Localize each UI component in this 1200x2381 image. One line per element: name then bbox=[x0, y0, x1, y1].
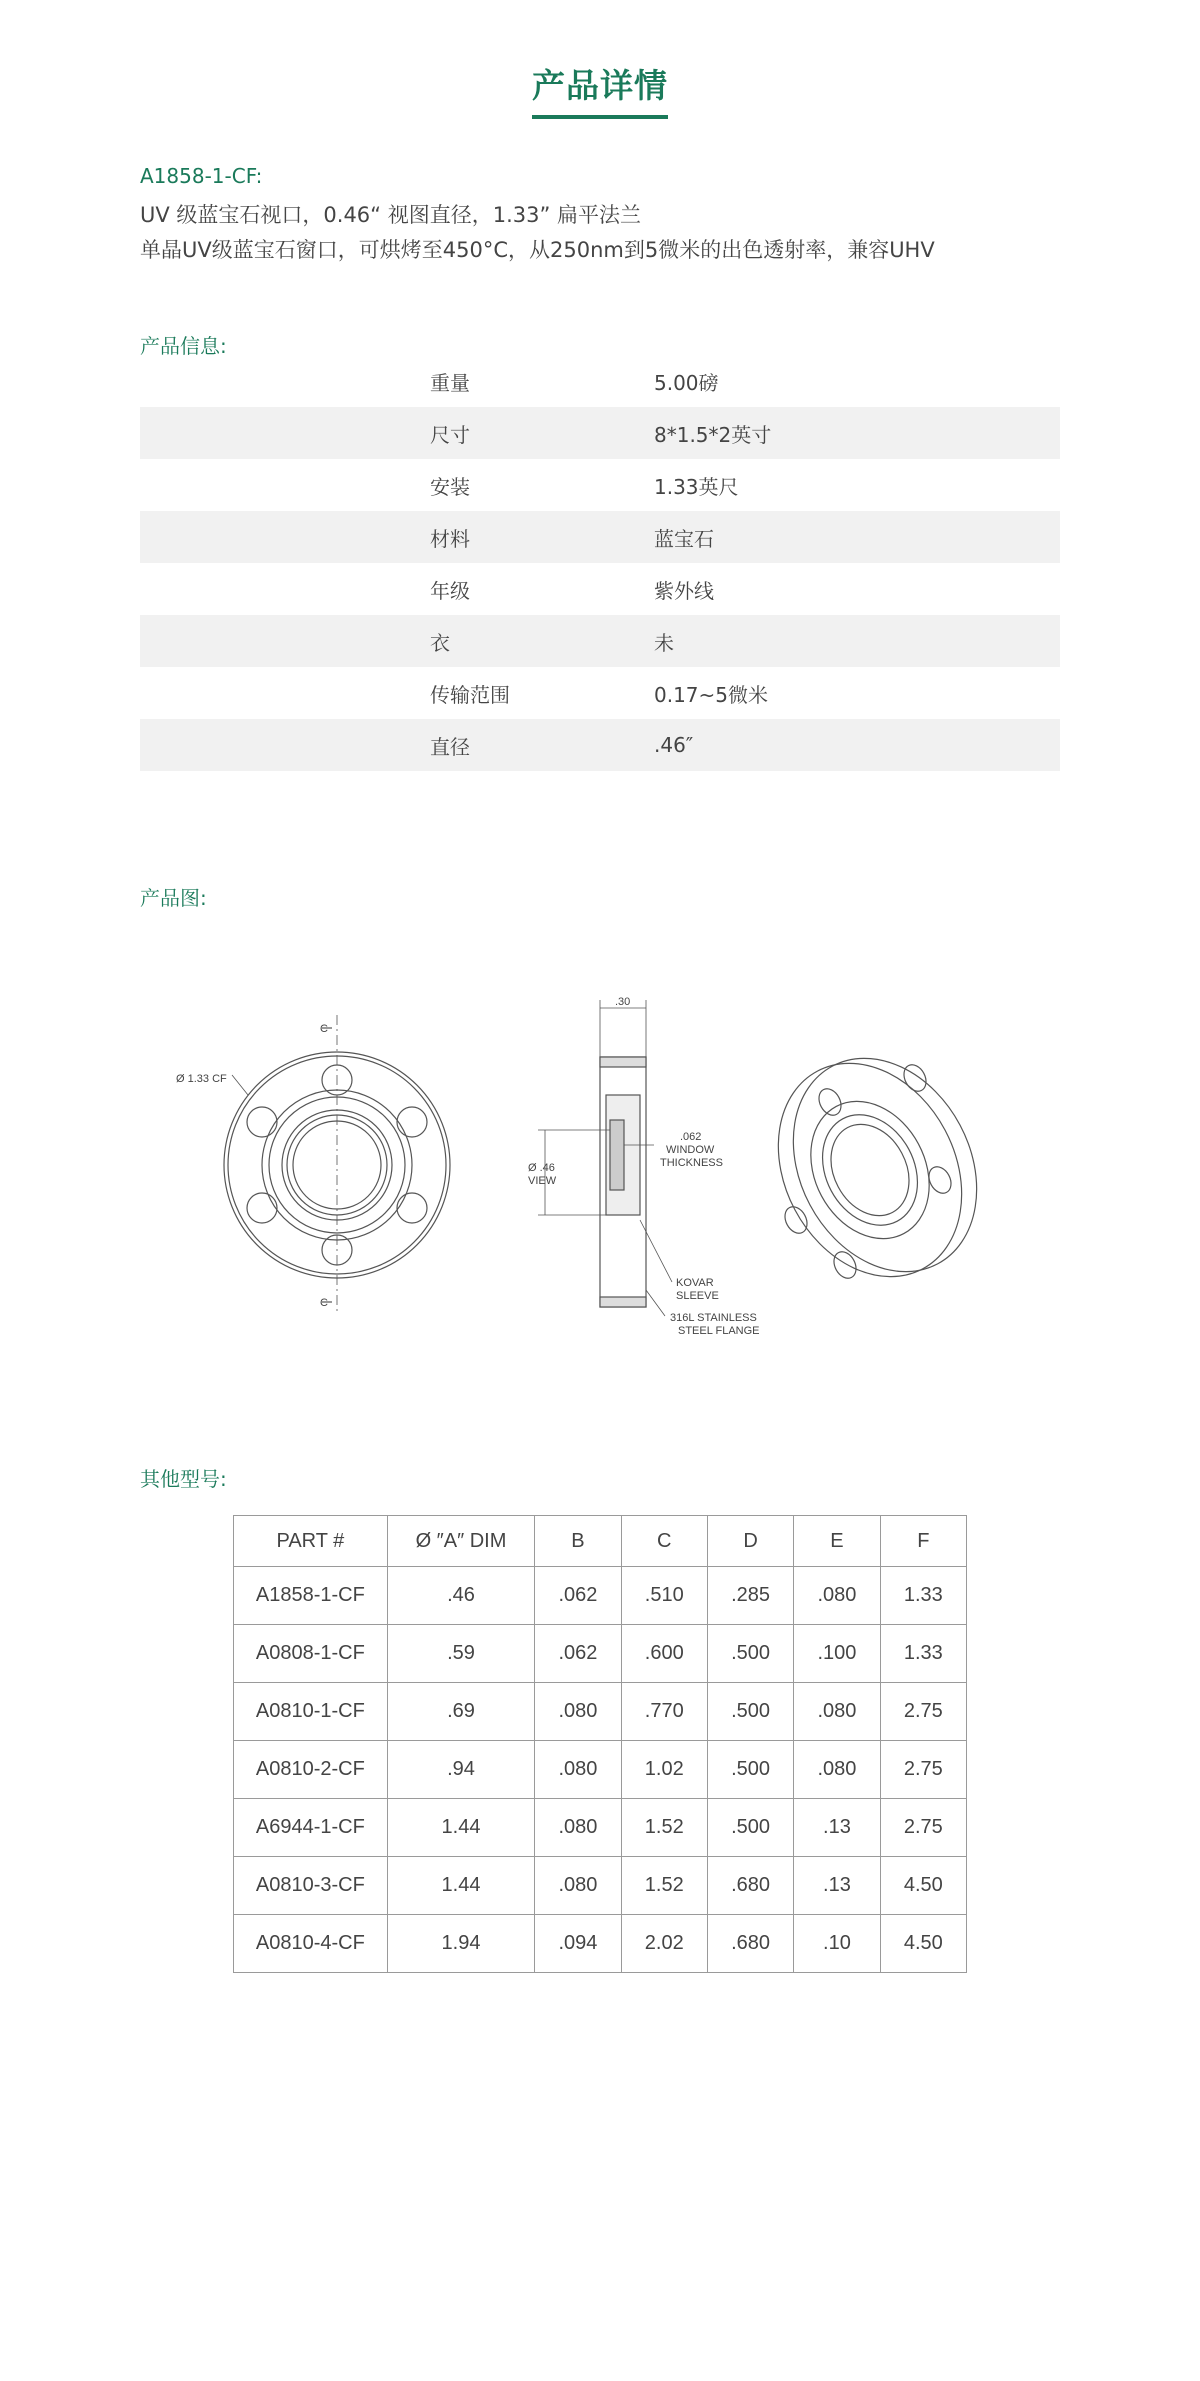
table-cell: A0810-2-CF bbox=[234, 1741, 388, 1799]
table-row bbox=[234, 1857, 967, 1915]
drawing-label-steel-1: 316L STAINLESS bbox=[670, 1312, 757, 1324]
info-row bbox=[140, 459, 1060, 511]
info-value: .46″ bbox=[654, 733, 694, 757]
info-key: 材料 bbox=[430, 526, 470, 551]
table-cell: .062 bbox=[535, 1567, 621, 1625]
table-cell: .69 bbox=[387, 1683, 534, 1741]
table-cell: .500 bbox=[707, 1741, 793, 1799]
column-header: D bbox=[707, 1516, 793, 1567]
info-key: 年级 bbox=[430, 578, 470, 603]
info-value: 紫外线 bbox=[654, 578, 714, 603]
info-row bbox=[140, 719, 1060, 771]
page-title: 产品详情 bbox=[532, 60, 668, 119]
info-value: 未 bbox=[654, 630, 674, 655]
drawing-label-thickness-word: THICKNESS bbox=[660, 1157, 723, 1169]
table-cell: A0810-4-CF bbox=[234, 1915, 388, 1973]
technical-drawing bbox=[140, 960, 1060, 1360]
table-cell: .100 bbox=[794, 1625, 880, 1683]
table-row bbox=[234, 1683, 967, 1741]
info-value: 1.33英尺 bbox=[654, 474, 739, 499]
table-cell: .080 bbox=[535, 1741, 621, 1799]
drawing-label-c-bottom: C bbox=[320, 1297, 328, 1309]
product-info-heading: 产品信息: bbox=[140, 334, 227, 358]
side-section-view bbox=[538, 1000, 672, 1316]
drawing-label-sleeve: SLEEVE bbox=[676, 1290, 719, 1302]
table-cell: .600 bbox=[621, 1625, 707, 1683]
table-cell: .080 bbox=[794, 1741, 880, 1799]
info-value: 0.17~5微米 bbox=[654, 682, 769, 707]
column-header: PART # bbox=[234, 1516, 388, 1567]
other-models-table bbox=[233, 1515, 967, 1973]
table-cell: 2.75 bbox=[880, 1741, 966, 1799]
table-header-row bbox=[234, 1516, 967, 1567]
info-value: 蓝宝石 bbox=[654, 526, 714, 551]
table-cell: .500 bbox=[707, 1799, 793, 1857]
table-cell: A1858-1-CF bbox=[234, 1567, 388, 1625]
info-key: 尺寸 bbox=[430, 422, 470, 447]
table-row bbox=[234, 1625, 967, 1683]
drawing-label-c-top: C bbox=[320, 1023, 328, 1035]
table-cell: .46 bbox=[387, 1567, 534, 1625]
info-row bbox=[140, 563, 1060, 615]
info-key: 安装 bbox=[430, 474, 470, 499]
perspective-view bbox=[742, 1026, 1012, 1309]
table-cell: A0808-1-CF bbox=[234, 1625, 388, 1683]
title-wrap bbox=[0, 60, 1200, 119]
drawing-label-flange-diameter: Ø 1.33 CF bbox=[176, 1073, 227, 1085]
info-key: 直径 bbox=[430, 734, 470, 759]
column-header: E bbox=[794, 1516, 880, 1567]
table-cell: 2.02 bbox=[621, 1915, 707, 1973]
table-cell: .59 bbox=[387, 1625, 534, 1683]
table-cell: .13 bbox=[794, 1799, 880, 1857]
table-cell: 1.02 bbox=[621, 1741, 707, 1799]
table-cell: .080 bbox=[535, 1857, 621, 1915]
info-row bbox=[140, 355, 1060, 407]
table-cell: .500 bbox=[707, 1683, 793, 1741]
info-key: 衣 bbox=[430, 630, 450, 655]
table-cell: 1.52 bbox=[621, 1857, 707, 1915]
info-row bbox=[140, 615, 1060, 667]
column-header: F bbox=[880, 1516, 966, 1567]
column-header: C bbox=[621, 1516, 707, 1567]
table-cell: .10 bbox=[794, 1915, 880, 1973]
table-row bbox=[234, 1741, 967, 1799]
table-cell: .94 bbox=[387, 1741, 534, 1799]
table-cell: .510 bbox=[621, 1567, 707, 1625]
info-value: 5.00磅 bbox=[654, 370, 719, 395]
table-cell: 4.50 bbox=[880, 1915, 966, 1973]
table-cell: .285 bbox=[707, 1567, 793, 1625]
column-header: B bbox=[535, 1516, 621, 1567]
table-cell: 1.44 bbox=[387, 1799, 534, 1857]
table-cell: A6944-1-CF bbox=[234, 1799, 388, 1857]
product-description-line-1: UV 级蓝宝石视口，0.46“ 视图直径，1.33” 扁平法兰 bbox=[140, 203, 642, 227]
product-model: A1858-1-CF: bbox=[140, 164, 263, 188]
table-cell: .500 bbox=[707, 1625, 793, 1683]
table-cell: A0810-1-CF bbox=[234, 1683, 388, 1741]
table-cell: .080 bbox=[535, 1799, 621, 1857]
drawing-label-window: WINDOW bbox=[666, 1144, 715, 1156]
table-cell: A0810-3-CF bbox=[234, 1857, 388, 1915]
table-cell: .094 bbox=[535, 1915, 621, 1973]
table-cell: 1.44 bbox=[387, 1857, 534, 1915]
table-cell: 1.33 bbox=[880, 1567, 966, 1625]
table-row bbox=[234, 1567, 967, 1625]
table-cell: 1.33 bbox=[880, 1625, 966, 1683]
table-cell: 2.75 bbox=[880, 1799, 966, 1857]
table-cell: .770 bbox=[621, 1683, 707, 1741]
drawing-label-kovar: KOVAR bbox=[676, 1277, 714, 1289]
drawing-label-view-diameter: Ø .46 bbox=[528, 1162, 555, 1174]
info-row bbox=[140, 667, 1060, 719]
column-header: Ø ″A″ DIM bbox=[387, 1516, 534, 1567]
drawing-label-thickness: .30 bbox=[615, 996, 631, 1008]
drawing-label-view: VIEW bbox=[528, 1175, 557, 1187]
info-key: 重量 bbox=[430, 370, 470, 395]
product-drawing-heading: 产品图: bbox=[140, 886, 207, 910]
table-cell: .080 bbox=[794, 1683, 880, 1741]
product-description-line-2: 单晶UV级蓝宝石窗口，可烘烤至450°C，从250nm到5微米的出色透射率，兼容UHV bbox=[140, 238, 935, 262]
table-cell: .680 bbox=[707, 1915, 793, 1973]
table-cell: .080 bbox=[794, 1567, 880, 1625]
drawing-label-window-thickness-value: .062 bbox=[680, 1131, 702, 1143]
product-info-table bbox=[140, 355, 1060, 771]
table-cell: .13 bbox=[794, 1857, 880, 1915]
info-value: 8*1.5*2英寸 bbox=[654, 422, 772, 447]
info-row bbox=[140, 511, 1060, 563]
other-models-heading: 其他型号: bbox=[140, 1467, 227, 1491]
table-cell: 1.94 bbox=[387, 1915, 534, 1973]
table-cell: .062 bbox=[535, 1625, 621, 1683]
table-cell: 1.52 bbox=[621, 1799, 707, 1857]
table-cell: 4.50 bbox=[880, 1857, 966, 1915]
info-key: 传输范围 bbox=[430, 682, 510, 707]
drawing-label-steel-2: STEEL FLANGE bbox=[678, 1325, 760, 1337]
info-row bbox=[140, 407, 1060, 459]
table-cell: .680 bbox=[707, 1857, 793, 1915]
table-cell: 2.75 bbox=[880, 1683, 966, 1741]
table-cell: .080 bbox=[535, 1683, 621, 1741]
table-row bbox=[234, 1799, 967, 1857]
table-row bbox=[234, 1915, 967, 1973]
front-view bbox=[224, 1015, 450, 1315]
